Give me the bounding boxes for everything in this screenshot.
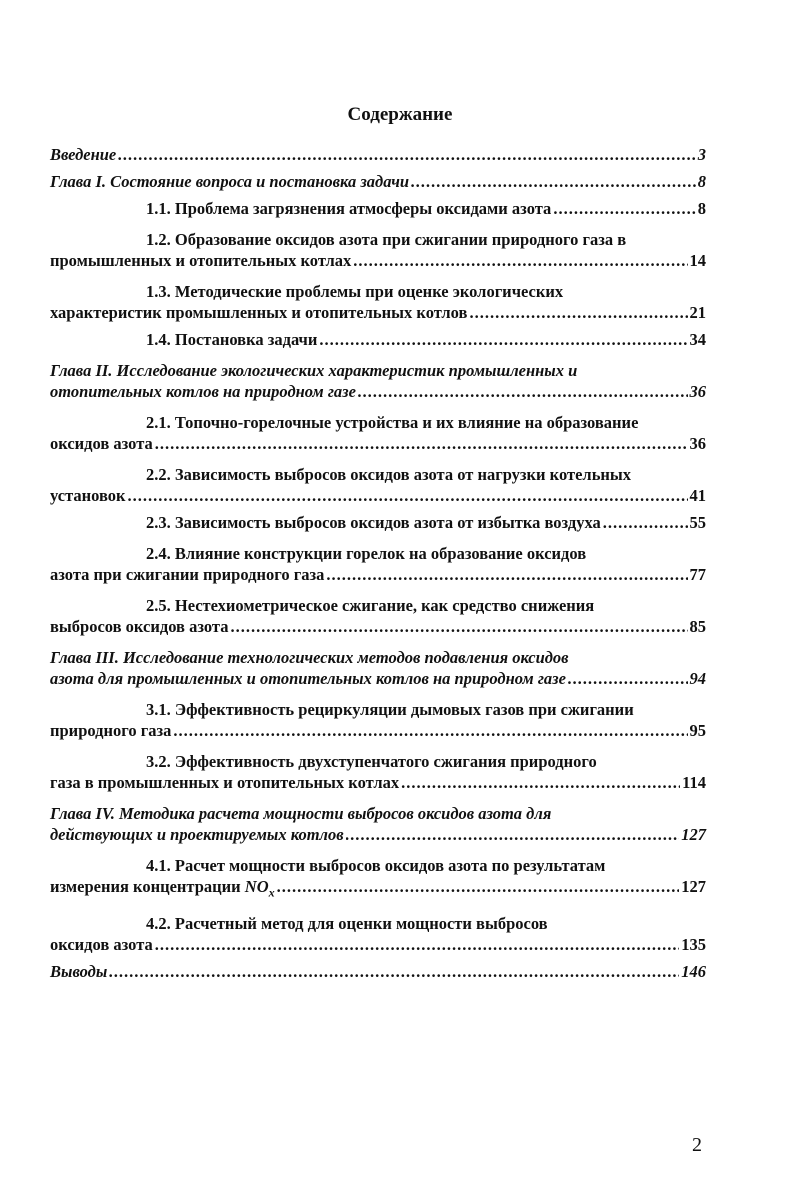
toc-entry-line xyxy=(50,961,706,982)
toc-entry-title: действующих и проектируемых котлов xyxy=(50,825,344,844)
toc-page-number: 85 xyxy=(689,617,706,636)
toc-entry-line xyxy=(50,564,706,585)
toc-section-entry xyxy=(50,913,706,955)
toc-entry-title: выбросов оксидов азота xyxy=(50,617,229,636)
toc-page-number: 127 xyxy=(681,877,706,896)
toc-section-entry xyxy=(50,281,706,323)
toc-entry-line xyxy=(50,144,706,165)
toc-page-number: 135 xyxy=(681,935,706,955)
toc-section-entry xyxy=(50,699,706,741)
toc-entry-title: газа в промышленных и отопительных котлах xyxy=(50,773,400,792)
toc-entry-line xyxy=(50,824,706,845)
dot-leader xyxy=(326,564,687,585)
toc-entry-line xyxy=(50,381,706,402)
toc-entry-title: оксидов азота xyxy=(50,434,153,453)
toc-page-number: 95 xyxy=(689,721,706,740)
toc-page-number: 3 xyxy=(697,145,706,164)
toc-entry-title-first-line: 2.2. Зависимость выбросов оксидов азота от нагрузки котельных xyxy=(146,465,632,484)
toc-entry-title: характеристик промышленных и отопительных котлов xyxy=(50,303,468,322)
toc-chapter-entry xyxy=(50,360,706,402)
toc-entry-line xyxy=(50,485,706,506)
dot-leader xyxy=(319,329,687,350)
toc-page-number: 8 xyxy=(697,172,706,191)
toc-chapter-entry xyxy=(50,647,706,689)
toc-section-entry xyxy=(50,198,706,219)
toc-page-number: 21 xyxy=(689,303,706,322)
toc-section-entry xyxy=(50,464,706,506)
dot-leader xyxy=(553,198,695,219)
toc-entry-line xyxy=(50,876,706,903)
toc-entry-title: промышленных и отопительных котлах xyxy=(50,251,352,270)
toc-entry-title: природного газа xyxy=(50,721,172,740)
toc-page-number: 36 xyxy=(689,382,706,401)
toc-section-entry xyxy=(50,512,706,533)
toc-entry-title-first-line: Глава III. Исследование технологических методов подавления оксидов xyxy=(50,648,569,667)
toc-page-number: 36 xyxy=(689,434,706,453)
toc-entry-line xyxy=(50,616,706,637)
toc-entry-title-first-line: 2.1. Топочно-горелочные устройства и их влияние на образование xyxy=(146,413,639,432)
toc-entry-line xyxy=(50,512,706,533)
toc-entry-title-first-line: 3.2. Эффективность двухступенчатого сжигания природного xyxy=(146,752,597,771)
toc-entry-line xyxy=(50,329,706,350)
dot-leader xyxy=(411,171,696,192)
toc-entry-title: азота для промышленных и отопительных котлов на природном газе xyxy=(50,669,566,688)
dot-leader xyxy=(568,668,688,689)
toc-chapter-entry xyxy=(50,144,706,165)
toc-entry-title-first-line: 3.1. Эффективность рециркуляции дымовых газов при сжигании xyxy=(146,700,634,719)
toc-entry-title: измерения концентрации $NO_x$ xyxy=(50,877,275,900)
dot-leader xyxy=(230,616,687,637)
dot-leader xyxy=(109,961,679,982)
toc-entry-line xyxy=(50,934,706,955)
toc-entry-line xyxy=(50,433,706,454)
toc-entry-line xyxy=(50,250,706,271)
dot-leader xyxy=(155,934,679,955)
toc-entry-title: Глава I. Состояние вопроса и постановка задачи xyxy=(50,172,410,191)
toc-page-number: 14 xyxy=(689,251,706,270)
toc-entry-title: Введение xyxy=(50,145,117,164)
toc-entry-line xyxy=(50,668,706,689)
toc-entry-title-first-line: 2.5. Нестехиометрическое сжигание, как средство снижения xyxy=(146,596,595,615)
toc-entry-line xyxy=(50,198,706,219)
table-of-contents xyxy=(50,144,706,982)
dot-leader xyxy=(603,512,688,533)
toc-entry-title-first-line: 4.1. Расчет мощности выбросов оксидов азота по результатам xyxy=(146,856,606,875)
toc-page-number: 34 xyxy=(689,330,706,349)
toc-section-entry xyxy=(50,229,706,271)
toc-page-number: 114 xyxy=(682,773,706,792)
toc-entry-line xyxy=(50,772,706,793)
toc-entry-title-first-line: 2.4. Влияние конструкции горелок на образование оксидов xyxy=(146,544,587,563)
toc-page-number: 55 xyxy=(689,513,706,532)
toc-section-entry xyxy=(50,543,706,585)
dot-leader xyxy=(358,381,688,402)
toc-page-number: 127 xyxy=(681,825,706,844)
dot-leader xyxy=(155,433,688,454)
toc-page-number: 41 xyxy=(689,486,706,505)
toc-section-entry xyxy=(50,412,706,454)
dot-leader xyxy=(173,720,687,741)
toc-section-entry xyxy=(50,751,706,793)
toc-entry-title-first-line: 1.3. Методические проблемы при оценке экологических xyxy=(146,282,564,301)
toc-chapter-entry xyxy=(50,961,706,982)
page-title: Содержание xyxy=(347,104,453,125)
dot-leader xyxy=(346,824,680,845)
toc-page-number: 77 xyxy=(689,565,706,584)
toc-entry-title-first-line: Глава IV. Методика расчета мощности выбросов оксидов азота для xyxy=(50,804,552,823)
toc-chapter-entry xyxy=(50,803,706,845)
toc-entry-title: Выводы xyxy=(50,962,108,982)
toc-entry-title: азота при сжигании природного газа xyxy=(50,565,325,584)
page-number: 2 xyxy=(692,1134,702,1156)
toc-entry-title-first-line: 1.2. Образование оксидов азота при сжигании природного газа в xyxy=(146,230,627,249)
toc-entry-title: 1.1. Проблема загрязнения атмосферы оксидами азота xyxy=(146,199,552,218)
toc-section-entry xyxy=(50,329,706,350)
toc-section-entry xyxy=(50,595,706,637)
toc-page-number: 8 xyxy=(697,199,706,218)
toc-entry-line xyxy=(50,720,706,741)
toc-entry-title-first-line: Глава II. Исследование экологических характеристик промышленных и xyxy=(50,361,578,380)
toc-chapter-entry xyxy=(50,171,706,192)
toc-entry-title: 2.3. Зависимость выбросов оксидов азота от избытка воздуха xyxy=(146,513,601,532)
toc-entry-title: оксидов азота xyxy=(50,935,153,955)
dot-leader xyxy=(469,302,687,323)
dot-leader xyxy=(277,876,680,897)
toc-entry-title: 1.4. Постановка задачи xyxy=(146,330,318,349)
dot-leader xyxy=(128,485,688,506)
dot-leader xyxy=(401,772,680,793)
toc-entry-title: установок xyxy=(50,486,126,505)
toc-page-number: 146 xyxy=(681,962,706,982)
toc-page-number: 94 xyxy=(689,669,706,688)
toc-entry-title-first-line: 4.2. Расчетный метод для оценки мощности выбросов xyxy=(146,914,548,934)
dot-leader xyxy=(118,144,695,165)
toc-entry-title: отопительных котлов на природном газе xyxy=(50,382,356,401)
toc-entry-line xyxy=(50,302,706,323)
toc-section-entry xyxy=(50,855,706,903)
dot-leader xyxy=(353,250,687,271)
toc-entry-line xyxy=(50,171,706,192)
